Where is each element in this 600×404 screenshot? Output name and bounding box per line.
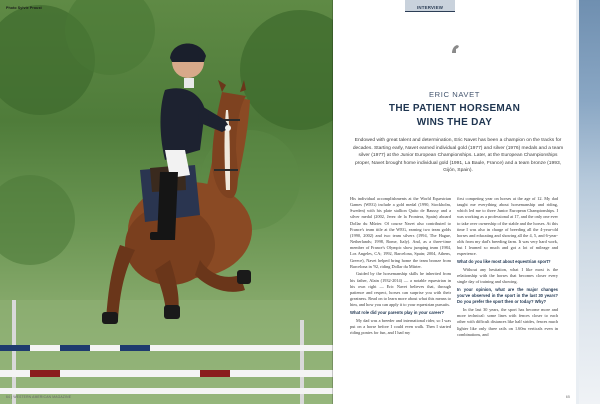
section-label: INTERVIEW — [416, 5, 444, 10]
page-number-right: 65 — [565, 395, 570, 399]
interview-question: In your opinion, what are the major changes you've observed in the sport in the last 30 years? Do you prefer the sport then or today? Why? — [457, 286, 558, 305]
body-paragraph: Guided by the horsemanship skills he inherited from his father, Alain (1932-2014) — a notable equestrian in his own right — Eric Navet believes that, through patience and respect, horses can surprise you with their greatness. Read on to learn more about what this means to him, and how you can apply it to your equestrian pursuits. — [350, 271, 451, 308]
section-rule — [405, 11, 455, 12]
section-tab — [405, 0, 455, 11]
article-title-line-1: THE PATIENT HORSEMAN — [388, 103, 521, 114]
body-paragraph: Without any hesitation, what I like most is the relationship with the horses that becomes closer every single day of training and showing. — [457, 266, 558, 285]
article-column-left — [350, 196, 451, 338]
body-paragraph: first competing year on horses at the age of 12. My dad taught me everything about horsemanship and riding, which led me to three Junior European Championships. I was working as a professional at 17, and the only one ever to take over ownership of the stable and the horses. At this time I was also in charge of breeding all the 4-year-old horses and educating and showing all the 4, 5, and 6-year-olds from my dad's breeding farm. It was very hard work, but I learned so much and got a lot of mileage and experience. — [457, 196, 558, 257]
article-page — [333, 0, 600, 404]
body-paragraph: His individual accomplishments at the World Equestrian Games (WEG) include a gold medal (1990, Stockholm, Sweden) with his plate stallion Quito de Baussy and a silver medal (2002, Jerez de la Frontera, Spain) aboard Dollar du Mûrier. Of course Navet also contributed to France's team title at the WEG, earning two team golds (1990, 2002) and two team silvers (1994, The Hague, Netherlands; 1998, Rome, Italy). And, as a three-time member of France's Olympic show jumping team (1984, Los Angeles, CA; 1992, Barcelona, Spain; 2004, Athens, Greece), Navet helped bring home the team bronze from Barcelona in '92, riding Dollar du Mûrier. — [350, 196, 451, 269]
body-paragraph: In the last 30 years, the sport has become more and more technical: some lines with fences closer to each other with difficult distances like half strides, fences much lighter like only three rails on 1.60m verticals even in combinations, and — [457, 307, 558, 337]
article-kicker: ERIC NAVET — [428, 90, 480, 99]
photo-credit: Photo Sylvie Proust — [6, 6, 42, 10]
interview-question: What role did your parents play in your career? — [350, 310, 445, 315]
article-title-line-2: WINS THE DAY — [416, 117, 493, 128]
horse-emblem-icon — [451, 44, 460, 54]
side-photo-strip — [576, 0, 600, 404]
body-paragraph: My dad was a breeder and international rider, so I was put on a horse before I could even walk. Then I started riding ponies for fun, and I had my — [350, 317, 451, 336]
interview-question: What do you like most about equestrian sport? — [457, 259, 551, 265]
side-strip-edge — [576, 0, 579, 404]
page-number-left: 64 | WESTERN AMERICAN MAGAZINE — [6, 395, 72, 399]
article-standfirst: Endowed with great talent and determination, Eric Navet has been a champion on the tracks for decades. Starting early, Navet earned individual gold (1977) and silver (1976) medals and a team silver (1977) at the Junior European Championships. Later, at the European Championships proper, Navet brought home individual gold (1991, La Baule, France) and a team bronze (1993, Gijón, Spain). — [352, 138, 564, 174]
article-column-right — [457, 196, 558, 339]
